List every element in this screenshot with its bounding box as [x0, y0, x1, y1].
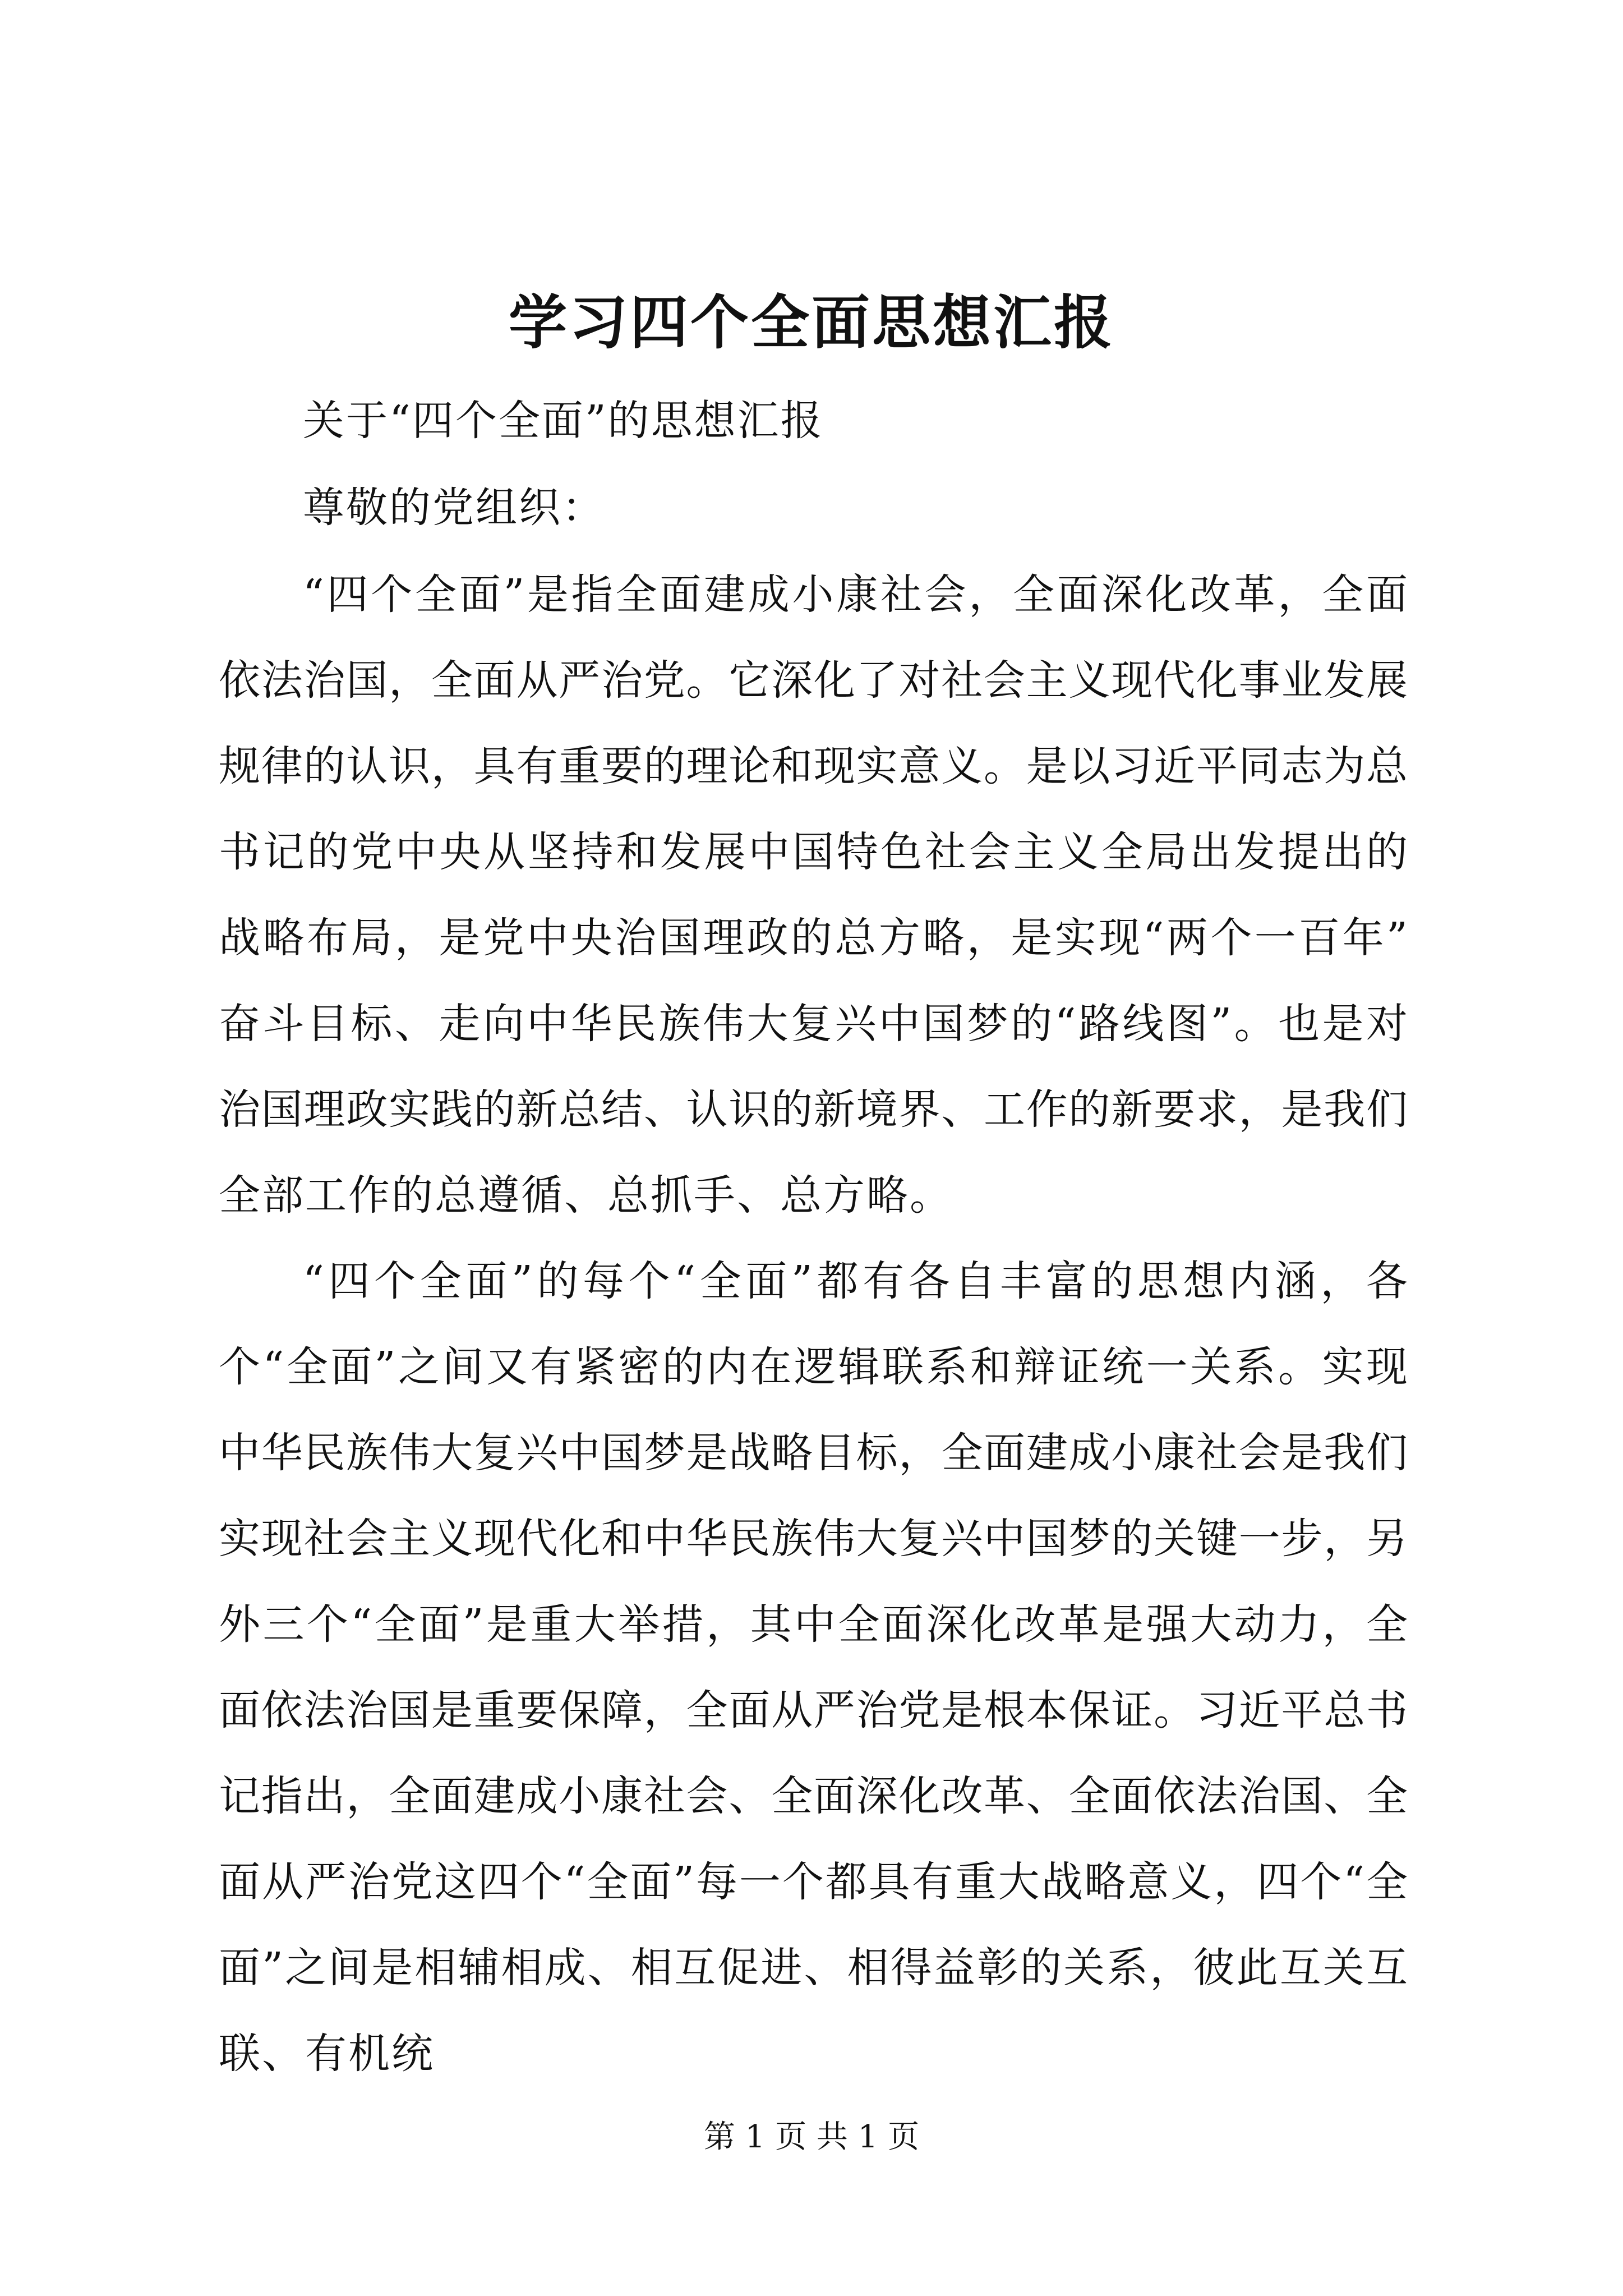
paragraph2-line: 外三个“全面”是重大举措，其中全面深化改革是强大动力，全 — [219, 1600, 1408, 1649]
paragraph1-line: 书记的党中央从坚持和发展中国特色社会主义全局出发提出的 — [219, 828, 1408, 876]
paragraph1-line: 全部工作的总遵循、总抓手、总方略。 — [219, 1171, 953, 1220]
paragraph2-line: 中华民族伟大复兴中国梦是战略目标，全面建成小康社会是我们 — [219, 1429, 1408, 1477]
paragraph2-line: 联、有机统 — [219, 2030, 435, 2078]
paragraph2-line: “四个全面”的每个“全面”都有各自丰富的思想内涵，各 — [303, 1257, 1408, 1305]
paragraph1-line: 依法治国，全面从严治党。它深化了对社会主义现代化事业发展 — [219, 656, 1408, 705]
paragraph2-line: 面依法治国是重要保障，全面从严治党是根本保证。习近平总书 — [219, 1686, 1408, 1734]
paragraph2-line: 实现社会主义现代化和中华民族伟大复兴中国梦的关键一步，另 — [219, 1515, 1408, 1563]
paragraph1-line: “四个全面”是指全面建成小康社会，全面深化改革，全面 — [303, 570, 1408, 619]
document-title: 学习四个全面思想汇报 — [508, 288, 1114, 357]
paragraph2-line: 个“全面”之间又有紧密的内在逻辑联系和辩证统一关系。实现 — [219, 1343, 1408, 1391]
paragraph2-line: 面”之间是相辅相成、相互促进、相得益彰的关系，彼此互关互 — [219, 1944, 1408, 1992]
paragraph1-line: 规律的认识，具有重要的理论和现实意义。是以习近平同志为总 — [219, 742, 1408, 790]
page-number-footer: 第 1 页 共 1 页 — [703, 2119, 920, 2155]
paragraph1-line: 奋斗目标、走向中华民族伟大复兴中国梦的“路线图”。也是对 — [219, 1000, 1408, 1048]
salutation-line: 尊敬的党组织： — [303, 484, 605, 532]
paragraph2-line: 面从严治党这四个“全面”每一个都具有重大战略意义，四个“全 — [219, 1858, 1408, 1906]
paragraph1-line: 治国理政实践的新总结、认识的新境界、工作的新要求，是我们 — [219, 1085, 1408, 1134]
paragraph2-line: 记指出，全面建成小康社会、全面深化改革、全面依法治国、全 — [219, 1772, 1408, 1820]
subtitle-line: 关于“四个全面”的思想汇报 — [303, 397, 824, 445]
paragraph1-line: 战略布局，是党中央治国理政的总方略，是实现“两个一百年” — [219, 914, 1408, 962]
